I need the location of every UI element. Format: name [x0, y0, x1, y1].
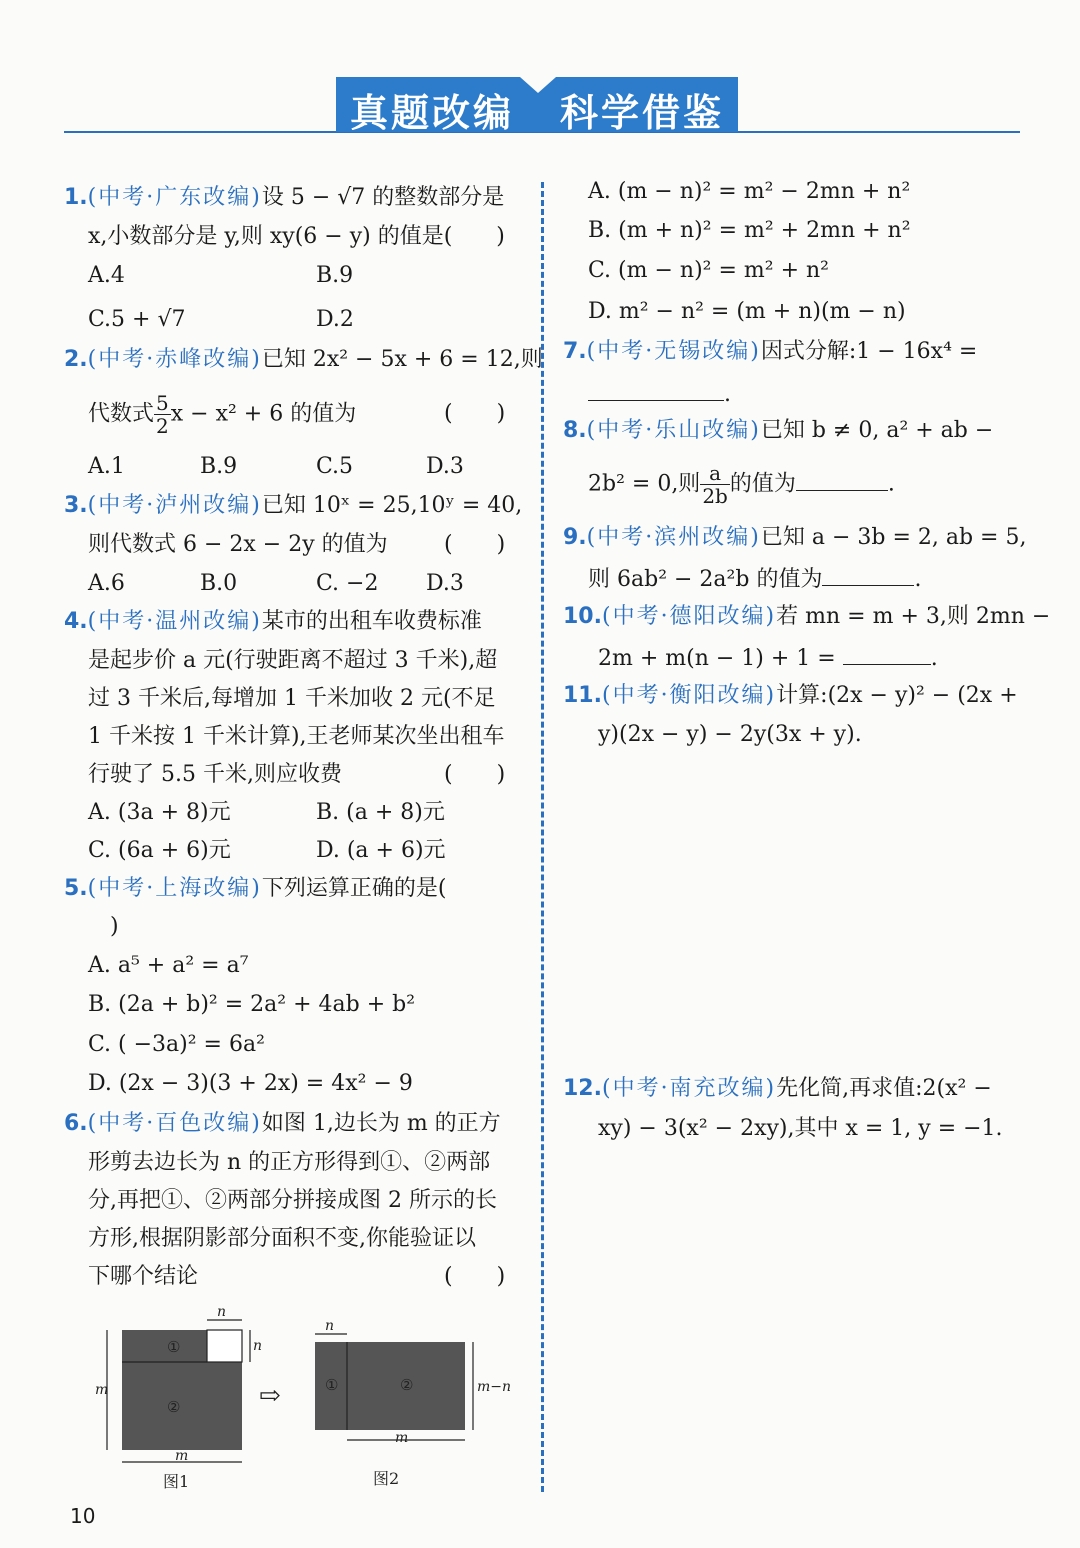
q8-answer-blank[interactable]	[796, 468, 888, 491]
q6-line2: 形剪去边长为 n 的正方形得到①、②两部	[88, 1150, 491, 1175]
q5-option-a: A. a⁵ + a² = a⁷	[88, 953, 249, 978]
q4-option-b: B. (a + 8)元	[316, 800, 445, 825]
q2-answer-paren: ( )	[444, 401, 506, 426]
q6-figure	[95, 1302, 515, 1502]
q10-answer-blank[interactable]	[843, 642, 931, 665]
page-header	[0, 0, 1080, 140]
banner-notch	[520, 77, 556, 93]
q10-line2: 2m + m(n − 1) + 1 = .	[598, 642, 938, 674]
q6-line3: 分,再把①、②两部分拼接成图 2 所示的长	[88, 1188, 497, 1213]
q3-option-c: C. −2	[316, 571, 379, 596]
fig2-n-label: n	[325, 1318, 335, 1334]
q11-line1: 11.(中考·衡阳改编)计算:(2x − y)² − (2x +	[563, 683, 1018, 708]
q3-option-d: D.3	[426, 571, 464, 596]
q4-option-c: C. (6a + 6)元	[88, 838, 231, 863]
q4-answer-paren: ( )	[444, 762, 506, 787]
fig1-n-top-label: n	[217, 1304, 227, 1320]
fig1-caption: 图1	[163, 1472, 190, 1491]
fig1-n-side-label: n	[253, 1338, 263, 1354]
q2-option-d: D.3	[426, 454, 464, 479]
q12-line2: xy) − 3(x² − 2xy),其中 x = 1, y = −1.	[598, 1116, 1003, 1141]
fig2-mn-label: m−n	[477, 1379, 512, 1395]
q2-option-a: A.1	[88, 454, 125, 479]
q12-line1: 12.(中考·南充改编)先化简,再求值:2(x² −	[563, 1076, 992, 1101]
fig1-cutout	[207, 1330, 242, 1362]
fig1-m-width-label: m	[175, 1448, 189, 1464]
fig2-part1-label: ①	[325, 1376, 339, 1394]
q5-line1: 5.(中考·上海改编)下列运算正确的是(	[64, 876, 447, 901]
q8-fraction: $\frac{a}{2b}$	[702, 461, 728, 508]
q6-answer-paren: ( )	[444, 1264, 506, 1289]
q8-line2: 2b² = 0,则 $\frac{a}{2b}$ 的值为 .	[588, 461, 895, 508]
q2-option-c: C.5	[316, 454, 354, 479]
q6-line1: 6.(中考·百色改编)如图 1,边长为 m 的正方	[64, 1111, 501, 1136]
q10-line1: 10.(中考·德阳改编)若 mn = m + 3,则 2mn −	[563, 604, 1051, 629]
q9-answer-blank[interactable]	[822, 563, 914, 586]
column-divider	[541, 182, 544, 1492]
q1-option-b: B.9	[316, 263, 354, 288]
q4-option-d: D. (a + 6)元	[316, 838, 446, 863]
fig2-caption: 图2	[373, 1469, 400, 1488]
figure-2	[315, 1318, 511, 1488]
q11-line2: y)(2x − y) − 2y(3x + y).	[598, 722, 862, 747]
page-number: 10	[70, 1504, 96, 1528]
q4-line2: 是起步价 a 元(行驶距离不超过 3 千米),超	[88, 648, 498, 673]
fig1-m-height-label: m	[95, 1382, 109, 1398]
q6-line4: 方形,根据阴影部分面积不变,你能验证以	[88, 1226, 476, 1251]
q3-option-a: A.6	[88, 571, 125, 596]
q1-option-a: A.4	[88, 263, 125, 288]
q5-option-d: D. (2x − 3)(3 + 2x) = 4x² − 9	[88, 1071, 413, 1096]
q4-line4: 1 千米按 1 千米计算),王老师某次坐出租车	[88, 724, 505, 749]
q4-line1: 4.(中考·温州改编)某市的出租车收费标准	[64, 609, 482, 634]
q7-line2: .	[588, 378, 731, 410]
q3-line2: 则代数式 6 − 2x − 2y 的值为	[88, 532, 388, 557]
fig2-part2-label: ②	[400, 1376, 414, 1394]
q2-fraction: $\frac{5}{2}$	[156, 391, 169, 438]
q2-line2: 代数式 $\frac{5}{2}$ x − x² + 6 的值为	[88, 391, 357, 438]
banner-right-text: 科学借鉴	[560, 91, 725, 135]
q4-line5: 行驶了 5.5 千米,则应收费	[88, 762, 342, 787]
q7-answer-blank[interactable]	[588, 378, 724, 401]
fig2-m-label: m	[395, 1430, 409, 1446]
q4-line3: 过 3 千米后,每增加 1 千米加收 2 元(不足	[88, 686, 496, 711]
q6-option-c: C. (m − n)² = m² + n²	[588, 258, 829, 283]
fig1-part1-label: ①	[167, 1338, 181, 1356]
q9-line2: 则 6ab² − 2a²b 的值为 .	[588, 563, 921, 595]
q3-answer-paren: ( )	[444, 532, 506, 557]
q6-option-d: D. m² − n² = (m + n)(m − n)	[588, 299, 906, 324]
q6-line5: 下哪个结论	[88, 1264, 199, 1289]
q8-line1: 8.(中考·乐山改编)已知 b ≠ 0, a² + ab −	[563, 418, 994, 443]
q9-line1: 9.(中考·滨州改编)已知 a − 3b = 2, ab = 5,	[563, 525, 1027, 550]
banner-left-text: 真题改编	[350, 91, 515, 135]
q3-line1: 3.(中考·泸州改编)已知 10ˣ = 25,10ʸ = 40,	[64, 493, 523, 518]
q1-option-d: D.2	[316, 307, 354, 332]
q6-option-b: B. (m + n)² = m² + 2mn + n²	[588, 218, 911, 243]
q1-line1: 1.(中考·广东改编)设 5 − √7 的整数部分是	[64, 185, 505, 210]
q2-line1: 2.(中考·赤峰改编)已知 2x² − 5x + 6 = 12,则	[64, 347, 543, 372]
q2-option-b: B.9	[200, 454, 238, 479]
q7-line1: 7.(中考·无锡改编)因式分解:1 − 16x⁴ =	[563, 339, 978, 364]
figure-arrow: ⇨	[259, 1381, 281, 1411]
q4-option-a: A. (3a + 8)元	[88, 800, 231, 825]
q5-option-b: B. (2a + b)² = 2a² + 4ab + b²	[88, 992, 416, 1017]
q6-option-a: A. (m − n)² = m² − 2mn + n²	[588, 179, 911, 204]
q5-line2: )	[110, 914, 119, 939]
q5-option-c: C. ( −3a)² = 6a²	[88, 1032, 265, 1057]
q1-line2: x,小数部分是 y,则 xy(6 − y) 的值是( )	[88, 224, 505, 249]
figure-1	[95, 1304, 262, 1491]
fig1-part2-label: ②	[167, 1398, 181, 1416]
q3-option-b: B.0	[200, 571, 238, 596]
q1-option-c: C.5 + √7	[88, 307, 186, 332]
